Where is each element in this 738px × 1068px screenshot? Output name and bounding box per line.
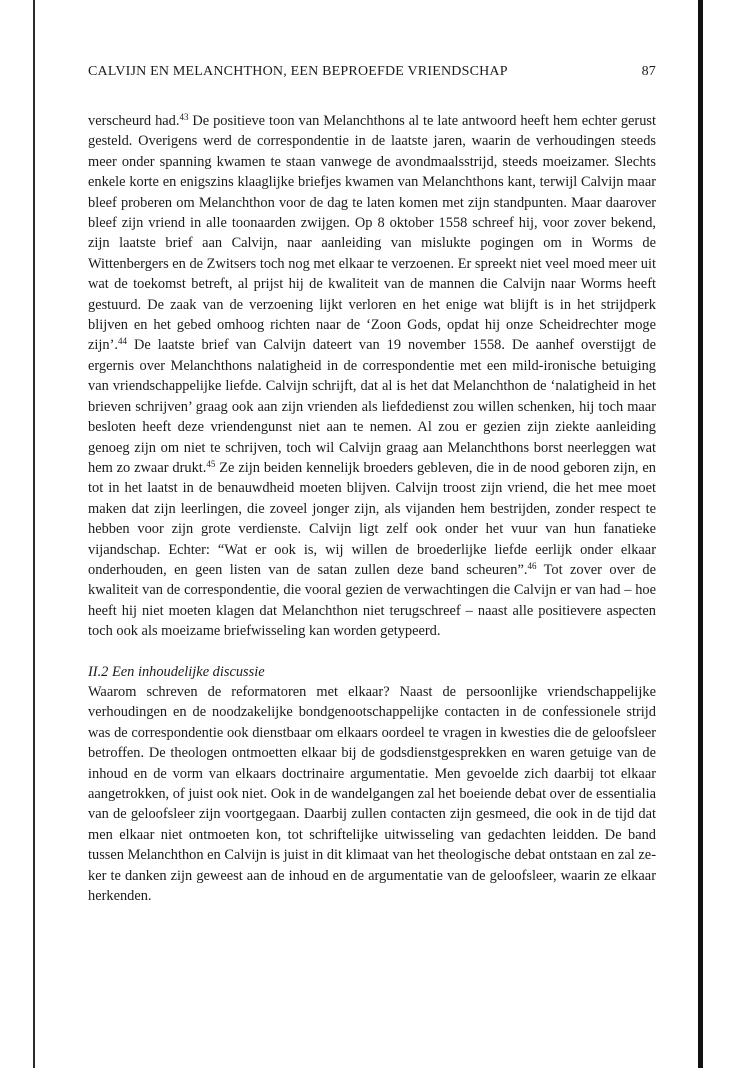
book-page	[88, 64, 656, 906]
running-title: CALVIJN EN MELANCHTHON, EEN BEPROEFDE VRIENDSCHAP	[88, 64, 508, 79]
paragraph-correspondence	[88, 111, 656, 642]
paragraph-text: Tot zover over de kwaliteit van de correspondentie, die vooral gezien de verwachtingen die Calvijn er van had – hoe heeft hij niet moeten klagen dat Melanchthon niet terugschreef – naast alle positievere aspecten toch ook als moeizame briefwisseling kan worden getypeerd.	[88, 561, 656, 640]
paragraph-text: De laatste brief van Calvijn dateert van 19 november 1558. De aanhef overstijgt de ergernis over Melanchthons nalatigheid in de correspondentie met een mild-ironische betuiging van vriendschappelijke liefde. Calvijn schrijft, dat al is het dat Melanchthon de ‘nalatigheid in het brieven schrijven’ graag ook aan zijn vrienden als liefdedienst zou willen schenken, hij toch maar besloten heeft deze vriendengunst niet aan te nemen. Al zou er gezien zijn ziekte aanleiding genoeg zijn om niet te schrijven, toch wil Calvijn graag aan Melanchthons borst neerleggen wat hem zo zwaar drukt.	[88, 337, 656, 476]
footnote-ref-44: 44	[117, 336, 127, 347]
paragraph-text: verscheurd had.	[88, 113, 180, 129]
section-heading: II.2 Een inhoudelijke discussie	[88, 663, 265, 680]
scan-border-right	[698, 0, 703, 1068]
footnote-ref-46: 46	[527, 560, 537, 571]
running-header	[88, 64, 656, 86]
paragraph-discussion: Waarom schreven de reformatoren met elkaar? Naast de persoonlijke vriendschappelijke verhoudingen en de noodzakelijke bondgenootschappelijke contacten in de confessionele strijd was de correspondentie ook dienstbaar om elkaars oordeel te vragen in kwesties die de geloofsleer betroffen. De theologen ontmoetten elkaar bij de godsdienstgesprekken en waren getuige van de inhoud en de vorm van elkaars doctrinaire argumentatie. Men gevoelde zich daarbij tot elkaar aangetrokken, of juist ook niet. Ook in de wandelgangen zal het boeiende debat over de essentialia van de geloofsleer zijn voortgegaan. Daarbij zullen contacten zijn gesmeed, die ook in de tijd dat men elkaar niet ontmoeten kon, tot schriftelijke uitwisseling van gedachten leidden. De band tussen Melanchthon en Calvijn is juist in dit klimaat van het theologische debat ontstaan en zal zeker te danken zijn geweest aan de inhoud en de argumentatie van de geloofsleer, waarin ze elkaar herkenden.	[88, 683, 656, 905]
section-spacer	[88, 642, 656, 662]
scan-border-left	[33, 0, 35, 1068]
paragraph-text: De positieve toon van Melanchthons al te late antwoord heeft hem echter gerust gesteld. Overigens werd de correspondentie in de laatste jaren, waarin de verhoudingen steeds meer onder spanning kwamen te staan vanwege de avondmaalsstrijd, steeds moeizamer. Slechts enkele korte en enigszins klaaglijke briefjes kwamen van Melanchthons kant, terwijl Calvijn maar bleef proberen om Melanchthon voor de dag te laten komen met zijn standpunten. Maar daarover bleef zijn vriend in alle toonaarden zwijgen. Op 8 oktober 1558 schreef hij, voor zover bekend, zijn laatste brief aan Calvijn, naar aanleiding van mislukte pogingen om in Worms de Wittenbergers en de Zwitsers toch nog met elkaar te verzoenen. Er spreekt niet veel moed meer uit wat de toekomst betreft, al prijst hij de kwaliteit van de mannen die Calvijn naar Worms heeft gestuurd. De zaak van de verzoening lijkt verloren en het enige wat blijft is in het strijdperk blijven en het gebed omhoog richten naar de ‘Zoon Gods, opdat hij onze Scheidrechter moge zijn’.	[88, 113, 656, 354]
footnote-ref-45: 45	[206, 458, 216, 469]
page-number: 87	[641, 64, 656, 79]
footnote-ref-43: 43	[179, 112, 189, 122]
paragraph-text: Ze zijn beiden kennelijk broeders gebleven, die in de nood geboren zijn, en tot in het laatst in de benauwdheid moeten blijven. Calvijn troost zijn vriend, die het mee moet maken dat zijn leerlingen, die zoveel jonger zijn, als vijanden hem bestrijden, zonder respect te hebben voor zijn grote verdienste. Calvijn ligt zelf ook onder het vuur van hun fanatieke vijandschap. Echter: “Wat er ook is, wij willen de broederlijke liefde eerlijk onder elkaar onderhouden, en geen listen van de satan zullen deze band scheuren”.	[88, 459, 656, 578]
body-text	[88, 111, 656, 906]
